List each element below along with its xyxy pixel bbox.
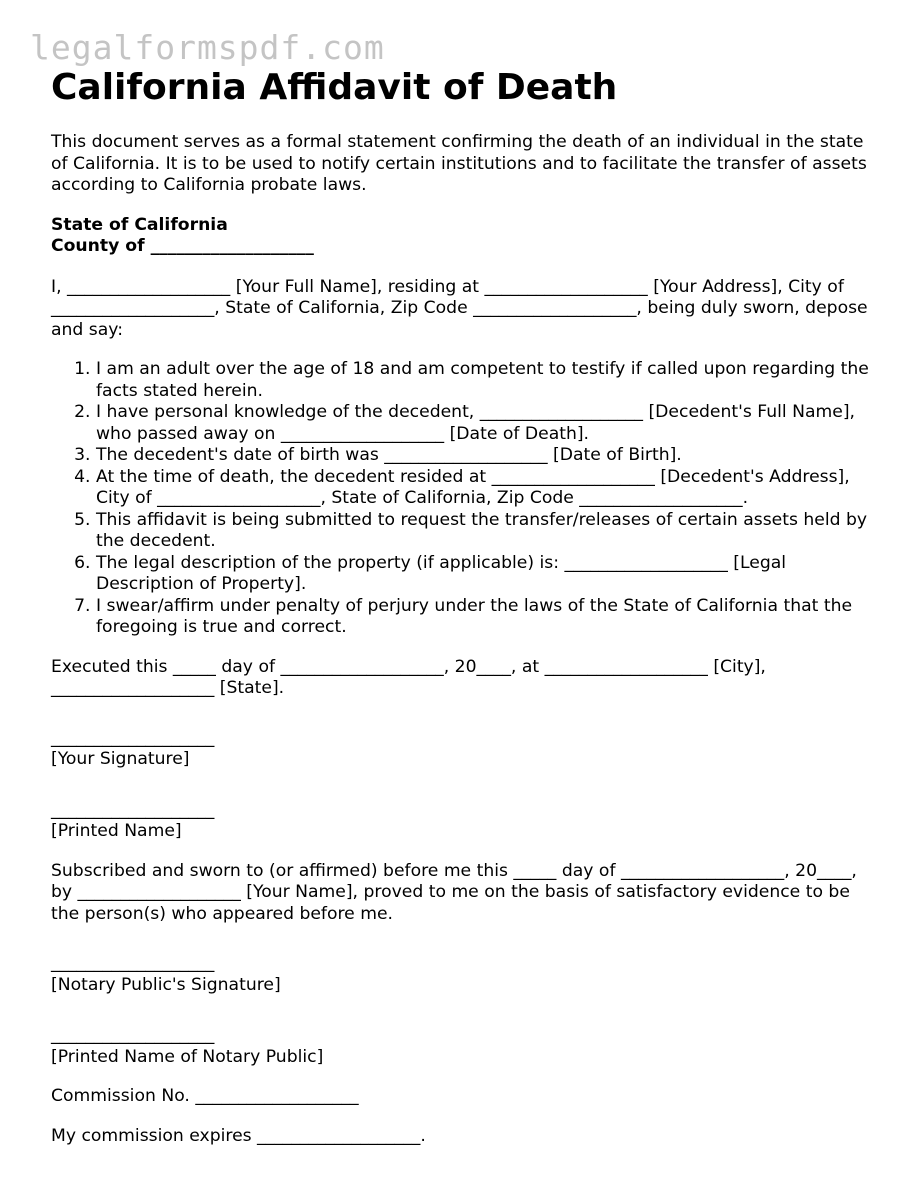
watermark: legalformspdf.com (30, 28, 385, 67)
your-signature-block (51, 728, 881, 771)
affiant-statement: I, ___________________ [Your Full Name], residing at ___________________ [Your Address], City of ___________________, State of California, Zip Code ___________________, being duly sworn, depose and say: (51, 276, 868, 340)
signature-line: ___________________ (51, 727, 215, 748)
statement-item: 5. This affidavit is being submitted to request the transfer/releases of certain assets held by the decedent. (96, 510, 881, 553)
statement-item: 1. I am an adult over the age of 18 and am competent to testify if called upon regarding the facts stated herein. (96, 359, 881, 402)
printed-name-block (51, 800, 881, 843)
signature-line: ___________________ (51, 1025, 215, 1045)
executed-line: Executed this _____ day of ___________________, 20____, at ___________________ [City], ___________________ [State]. (51, 656, 766, 698)
commission-expires: My commission expires ___________________. (51, 1125, 426, 1146)
statement-item: 6. The legal description of the property (if applicable) is: ___________________ [Legal Description of Property]. (96, 553, 881, 596)
venue-block (51, 215, 881, 258)
commission-number: Commission No. ___________________ (51, 1086, 359, 1106)
statement-item: 7. I swear/affirm under penalty of perjury under the laws of the State of California that the foregoing is true and correct. (96, 596, 881, 639)
statement-item: 3. The decedent's date of birth was ___________________ [Date of Birth]. (96, 445, 881, 467)
notary-printed-name-label: [Printed Name of Notary Public] (51, 1046, 324, 1067)
state-line: State of California (51, 214, 228, 235)
statements-list (51, 359, 881, 639)
county-line: County of ___________________ (51, 236, 314, 256)
signature-line: ___________________ (51, 953, 215, 973)
notary-signature-block (51, 953, 881, 996)
notary-jurat: Subscribed and sworn to (or affirmed) before me this _____ day of ___________________, 20____, by ___________________ [Your Name], proved to me on the basis of satisfactory evidence to be the person(s) who appeared before me. (51, 860, 857, 924)
printed-name-label: [Printed Name] (51, 821, 182, 841)
your-signature-label: [Your Signature] (51, 749, 190, 769)
document-body (51, 66, 881, 1147)
intro-paragraph: This document serves as a formal statement confirming the death of an individual in the state of California. It is to be used to notify certain institutions and to facilitate the transfer of assets according to California probate laws. (51, 132, 867, 195)
statement-item: 2. I have personal knowledge of the decedent, ___________________ [Decedent's Full Name], who passed away on ___________________ [Date of Death]. (96, 402, 881, 445)
document-title: California Affidavit of Death (51, 67, 618, 108)
statement-item: 4. At the time of death, the decedent resided at ___________________ [Decedent's Address], City of ___________________, State of California, Zip Code ___________________. (96, 467, 881, 510)
notary-printed-name-block (51, 1025, 881, 1068)
notary-signature-label: [Notary Public's Signature] (51, 974, 281, 995)
signature-line: ___________________ (51, 799, 215, 820)
